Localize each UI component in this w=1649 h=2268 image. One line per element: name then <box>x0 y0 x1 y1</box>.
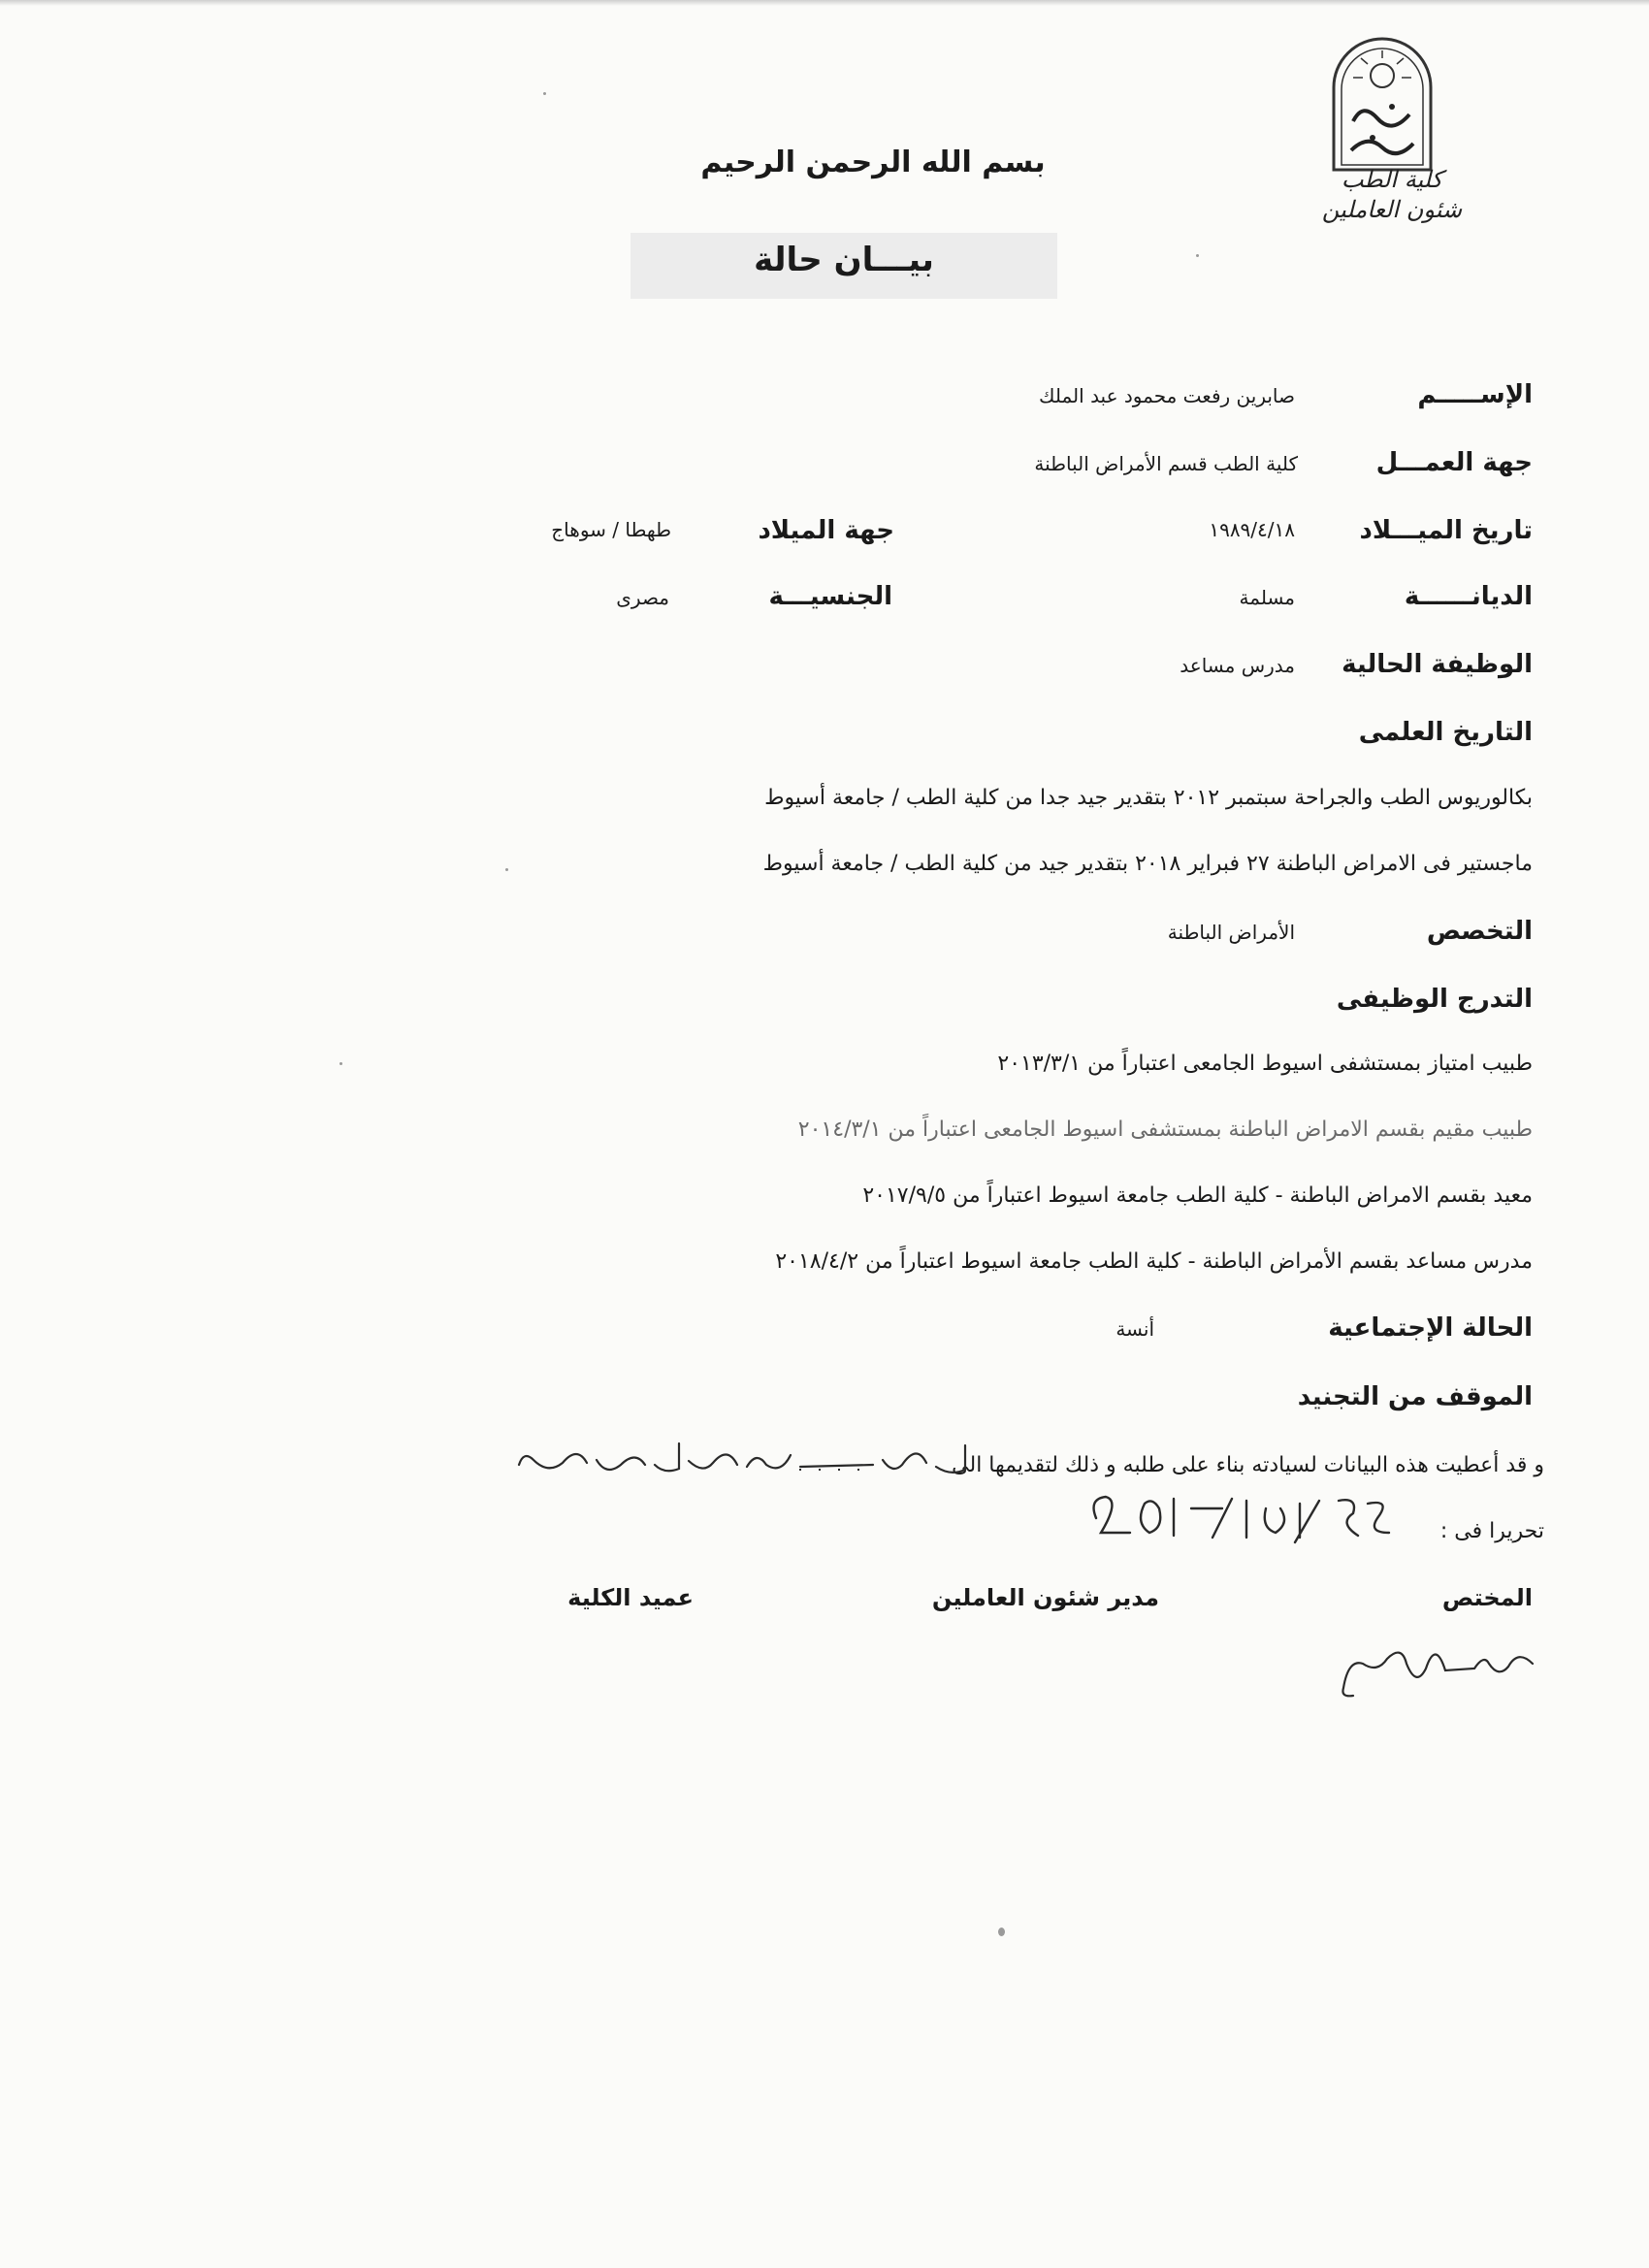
name-value: صابرين رفعت محمود عبد الملك <box>1039 384 1295 407</box>
handwritten-date <box>1077 1479 1397 1557</box>
workplace-value: كلية الطب قسم الأمراض الباطنة <box>1034 452 1298 475</box>
marital-status-value: أنسة <box>1116 1317 1154 1341</box>
university-logo <box>1324 29 1440 175</box>
marital-status-label: الحالة الإجتماعية <box>1328 1313 1533 1343</box>
faculty-stamp <box>1319 165 1465 225</box>
workplace-label: جهة العمـــل <box>1375 448 1533 477</box>
specialist-signature <box>1329 1620 1542 1702</box>
faculty-name: كلية الطب <box>1341 166 1443 193</box>
nationality-label: الجنسيـــة <box>768 582 892 611</box>
religion-value: مسلمة <box>1239 586 1295 609</box>
military-status-label: الموقف من التجنيد <box>1297 1382 1533 1411</box>
scan-edge <box>0 0 1649 6</box>
current-job-value: مدرس مساعد <box>1180 654 1295 677</box>
current-job-label: الوظيفة الحالية <box>1342 650 1533 679</box>
closing-statement: و قد أعطيت هذه البيانات لسيادته بناء على طلبه و ذلك لتقديمها الى <box>952 1453 1544 1477</box>
career-item: طبيب امتياز بمستشفى اسيوط الجامعى اعتباراً من ٢٠١٣/٣/١ <box>997 1052 1533 1076</box>
scan-speck <box>340 1062 342 1065</box>
academic-history-item: ماجستير فى الامراض الباطنة ٢٧ فبراير ٢٠١٨ بتقدير جيد من كلية الطب / جامعة أسيوط <box>762 852 1533 876</box>
handwritten-recipient <box>509 1426 975 1494</box>
birth-date-value: ١٩٨٩/٤/١٨ <box>1209 518 1295 541</box>
birth-date-label: تاريخ الميـــلاد <box>1359 516 1533 545</box>
academic-history-heading: التاريخ العلمى <box>1358 718 1533 747</box>
nationality-value: مصرى <box>616 586 669 609</box>
career-item: معيد بقسم الامراض الباطنة - كلية الطب جامعة اسيوط اعتباراً من ٢٠١٧/٩/٥ <box>862 1183 1533 1208</box>
name-label: الإســـــم <box>1417 380 1533 409</box>
date-label: تحريرا فى : <box>1439 1519 1544 1543</box>
specialty-value: الأمراض الباطنة <box>1167 921 1295 944</box>
career-item: طبيب مقيم بقسم الامراض الباطنة بمستشفى اسيوط الجامعى اعتباراً من ٢٠١٤/٣/١ <box>797 1118 1533 1142</box>
dean-label: عميد الكلية <box>567 1584 694 1611</box>
department-name: شئون العاملين <box>1321 196 1463 224</box>
career-progression-heading: التدرج الوظيفى <box>1336 985 1533 1014</box>
scan-speck <box>1196 254 1199 257</box>
specialty-label: التخصص <box>1426 917 1533 946</box>
hr-manager-label: مدير شئون العاملين <box>931 1584 1159 1611</box>
religion-label: الديانــــــة <box>1404 582 1533 611</box>
scan-speck <box>505 868 508 871</box>
basmala: بسم الله الرحمن الرحيم <box>700 146 1046 179</box>
birth-place-label: جهة الميلاد <box>758 516 894 545</box>
academic-history-item: بكالوريوس الطب والجراحة سبتمبر ٢٠١٢ بتقدير جيد جدا من كلية الطب / جامعة أسيوط <box>764 786 1533 810</box>
scan-speck <box>543 92 546 95</box>
specialist-label: المختص <box>1441 1584 1533 1611</box>
career-item: مدرس مساعد بقسم الأمراض الباطنة - كلية الطب جامعة اسيوط اعتباراً من ٢٠١٨/٤/٢ <box>775 1249 1533 1274</box>
birth-place-value: طهطا / سوهاج <box>551 518 671 541</box>
document-title: بيـــان حالة <box>754 241 934 279</box>
scan-speck <box>998 1928 1005 1936</box>
